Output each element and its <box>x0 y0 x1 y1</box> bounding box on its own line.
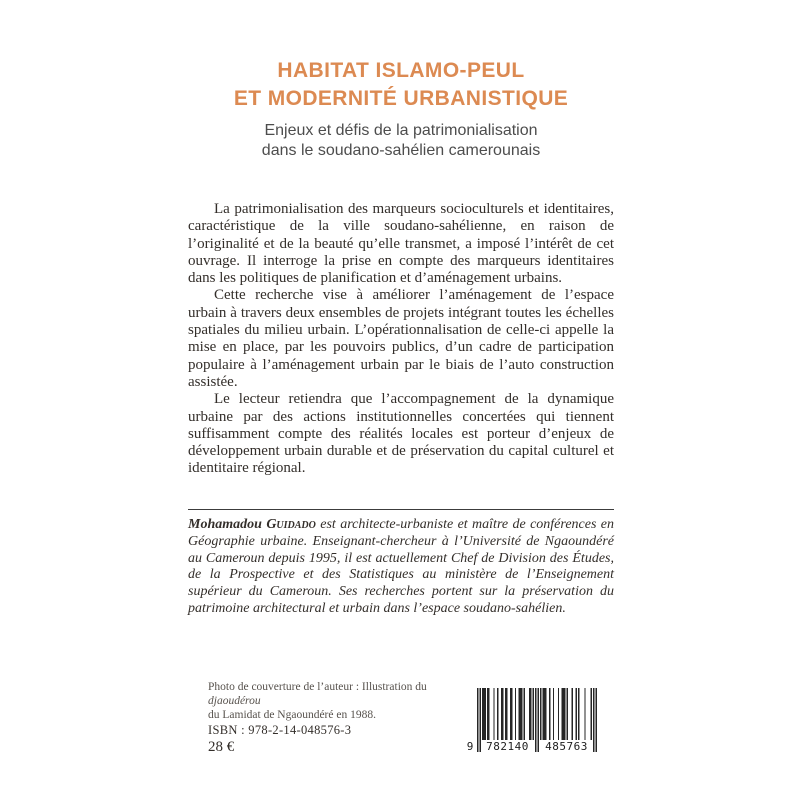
bio-divider-line <box>188 509 614 510</box>
photo-credit-term: djaoudérou <box>208 695 261 707</box>
author-last-name: Guidado <box>266 517 316 532</box>
ean13-barcode <box>464 688 598 754</box>
barcode-digits-right: 485763 <box>541 740 592 753</box>
price-text: 28 € <box>208 739 235 755</box>
book-subtitle-line1: Enjeux et défis de la patrimonialisation <box>264 122 538 139</box>
summary-paragraph-1: La patrimonialisation des marqueurs socioculturels et identitaires, caractéristique de la ville soudano-sahélienne, en raison de l’originalité et de la beauté qu’elle transmet, a imposé l’intérêt de cet ouvrage. Il interroge la prise en compte des marqueurs identitaires dans les politiques de planification et d’aménagement urbains. <box>188 201 614 287</box>
book-subtitle-line2: dans le soudano-sahélien camerounais <box>261 142 541 159</box>
photo-credit-line1 <box>208 680 478 708</box>
barcode-digit-first: 9 <box>466 740 474 753</box>
barcode-digits <box>477 740 597 753</box>
author-first-name: Mohamadou <box>188 517 262 532</box>
photo-credit-prefix: Photo de couverture de l’auteur : Illustration du <box>208 681 427 693</box>
book-subtitle <box>187 121 615 161</box>
book-title-line2: ET MODERNITÉ URBANISTIQUE <box>233 87 569 110</box>
summary-paragraph-2: Cette recherche vise à améliorer l’aménagement de l’espace urbain à travers deux ensembles de projets intégrant toutes les échelles spatiales du milieu urbain. L’opérationnalisation de celle-ci appelle la mise en place, par les pouvoirs publics, d’un cadre de participation populaire à l’aménagement urbain par le biais de l’auto construction assistée. <box>188 287 614 390</box>
summary-paragraph-3: Le lecteur retiendra que l’accompagnement de la dynamique urbaine par des actions institutionnelles concertées qui tiennent suffisamment compte des réalités locales est porteur d’enjeux de développement urbain durable et de préservation du capital culturel et identitaire régional. <box>188 391 614 477</box>
author-bio-text: est architecte-urbaniste et maître de conférences en Géographie urbaine. Enseignant-chercheur à l’Université de Ngaoundéré au Cameroun depuis 1995, il est actuellement Chef de Division des Études, de la Prospective et des Statistiques au ministère de l’Enseignement supérieur du Cameroun. Ses recherches portent sur la préservation du patrimoine architectural et urbain dans l’espace soudano-sahélien. <box>188 517 614 616</box>
book-title-line1: HABITAT ISLAMO-PEUL <box>277 59 525 82</box>
photo-credit-line2: du Lamidat de Ngaoundéré en 1988. <box>208 709 376 721</box>
book-title <box>187 57 615 113</box>
photo-credit <box>208 680 478 722</box>
barcode-digits-left: 782140 <box>482 740 533 753</box>
isbn-text: ISBN : 978-2-14-048576-3 <box>208 723 352 737</box>
header-block <box>187 57 615 161</box>
summary-text <box>188 201 614 478</box>
author-bio <box>188 517 614 618</box>
